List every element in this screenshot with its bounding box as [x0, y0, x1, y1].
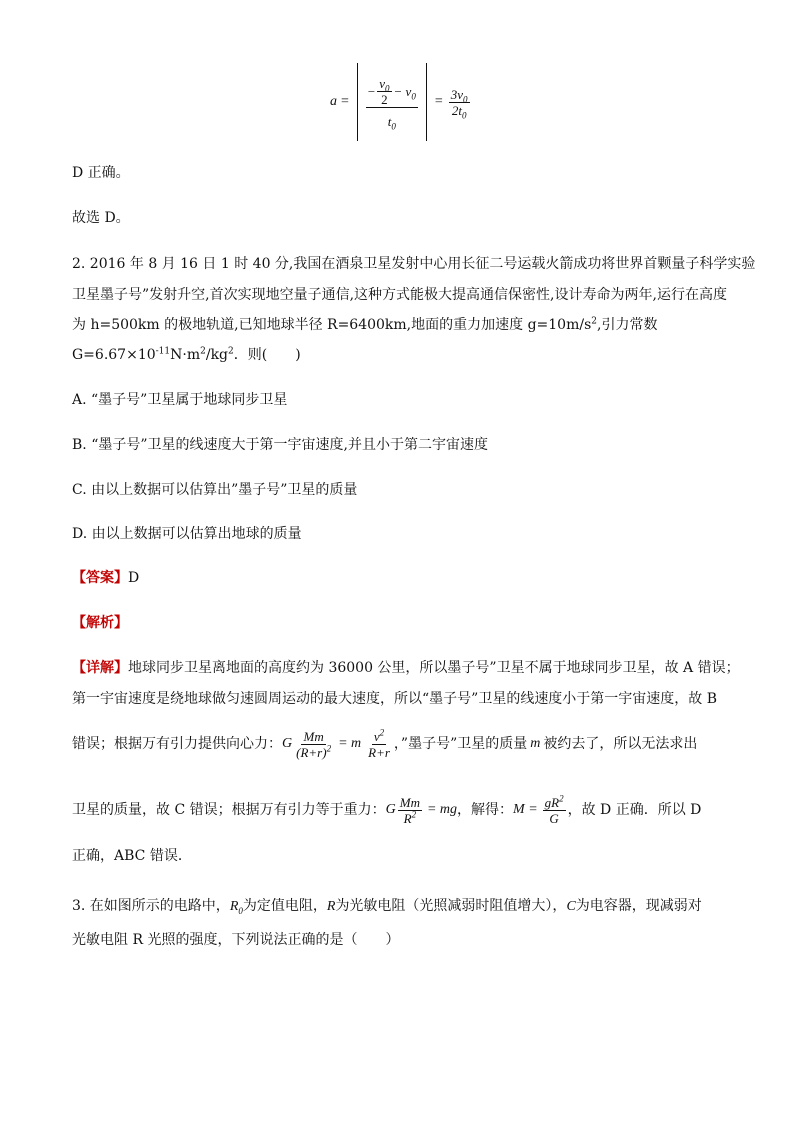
- result-fraction: $\frac{3v_0}{2t_0}$: [450, 86, 468, 121]
- analysis-line: [72, 613, 128, 633]
- outer-fraction: − $\frac{v_0}{2}$ − $v_0$ $t_0$: [367, 75, 416, 132]
- inner-fraction: $\frac{v_0}{2}$: [379, 75, 390, 107]
- option-d: D. 由以上数据可以估算出地球的质量: [72, 526, 302, 542]
- q2-line-1: 2. 2016 年 8 月 16 日 1 时 40 分,我国在酒泉卫星发射中心用长征二号运载火箭成功将世界首颗量子科学实验: [72, 256, 756, 272]
- option-a: A. “墨子号”卫星属于地球同步卫星: [72, 392, 288, 408]
- answer-value: D: [128, 570, 140, 586]
- detail-line-5: 正确，ABC 错误．: [72, 848, 192, 864]
- formula-lhs: a: [330, 94, 337, 109]
- answer-line: [72, 568, 139, 588]
- option-b: B. “墨子号”卫星的线速度大于第一宇宙速度,并且小于第二宇宙速度: [72, 437, 488, 453]
- earth-mass-formula: M = $\frac{gR^2}{G}$: [513, 793, 564, 826]
- formula-eq: =: [341, 94, 349, 109]
- detail-line-3: 错误；根据万有引力提供向心力： G $\frac{Mm}{(R+r)^2}$ = m $\frac{v^2}{R+r}$ ，”墨子号”卫星的质量 m 被约去了，所以无法求出: [72, 727, 698, 760]
- q3-line-1: 3. 在如图所示的电路中，$R_0$为定值电阻，R为光敏电阻（光照减弱时阻值增大），C为电容器，现减弱对: [72, 898, 702, 916]
- absolute-value: [357, 63, 427, 141]
- q3-line-2: 光敏电阻 R 光照的强度，下列说法正确的是（ ）: [72, 932, 400, 948]
- detail-line-1: 【详解】地球同步卫星离地面的高度约为 36000 公里，所以墨子号”卫星不属于地球同步卫星，故 A 错误；: [72, 660, 740, 676]
- detail-label: 【详解】: [72, 660, 128, 676]
- q2-line-2: 卫星墨子号”发射升空,首次实现地空量子通信,这种方式能极大提高通信保密性,设计寿命为两年,运行在高度: [72, 287, 727, 303]
- gravity-centripetal-formula: G $\frac{Mm}{(R+r)^2}$ = m $\frac{v^2}{R+r}$: [282, 727, 390, 760]
- detail-line-4: 卫星的质量，故 C 错误；根据万有引力等于重力： G $\frac{Mm}{R^2}$ = mg ，解得： M = $\frac{gR^2}{G}$ ，故 D 正确．所以 D: [72, 793, 702, 826]
- acceleration-formula: a = − $\frac{v_0}{2}$ − $v_0$ $t_0$ = $\frac{3v_0}{2t_0}$: [330, 62, 472, 142]
- d-correct-text: D 正确。: [72, 165, 130, 181]
- option-c: C. 由以上数据可以估算出”墨子号”卫星的质量: [72, 482, 358, 498]
- answer-label: 【答案】: [72, 570, 128, 586]
- analysis-label: 【解析】: [72, 615, 128, 631]
- detail-line-2: 第一宇宙速度是绕地球做匀速圆周运动的最大速度，所以“墨子号”卫星的线速度小于第一宇宙速度，故 B: [72, 691, 718, 707]
- inner-minus: −: [367, 83, 376, 99]
- gravity-weight-formula: G $\frac{Mm}{R^2}$ = mg: [385, 794, 458, 826]
- q2-line-4: $G=6.67\times 10^{-11}N\cdot m^2/kg^2$．则( ): [72, 346, 301, 363]
- q2-line-3: 为 h=500km 的极地轨道,已知地球半径 R=6400km,地面的重力加速度 $g=10m/s^2$,引力常数: [72, 316, 658, 333]
- choose-d-text: 故选 D。: [72, 210, 130, 226]
